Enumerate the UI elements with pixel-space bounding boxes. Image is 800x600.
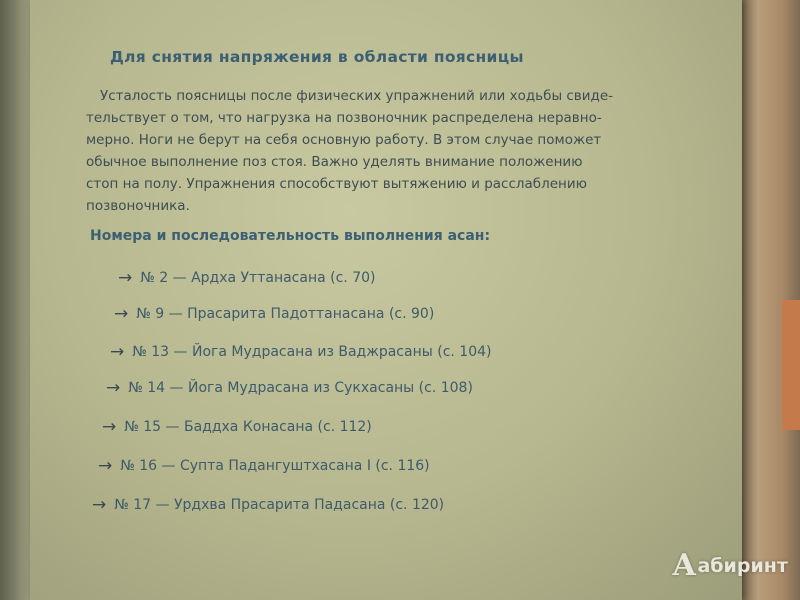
paragraph-line: позвоночника. bbox=[86, 198, 190, 214]
list-heading: Номера и последовательность выполнения асан: bbox=[90, 228, 491, 244]
paragraph-line: стоп на полу. Упражнения способствуют вытяжению и расслаблению bbox=[86, 176, 588, 192]
watermark-text: абиринт bbox=[697, 554, 788, 577]
paragraph-line: Усталость поясницы после физических упражнений или ходьбы свиде- bbox=[100, 88, 614, 104]
asana-label: № 9 — Прасарита Падоттанасана (с. 90) bbox=[136, 306, 435, 322]
arrow-right-icon: → bbox=[102, 417, 117, 437]
asana-label: № 16 — Супта Падангуштхасана I (с. 116) bbox=[120, 458, 430, 474]
arrow-right-icon: → bbox=[98, 456, 113, 476]
asana-label: № 13 — Йога Мудрасана из Ваджрасаны (с. 104) bbox=[132, 344, 492, 360]
arrow-right-icon: → bbox=[106, 378, 121, 398]
labirint-watermark bbox=[672, 548, 788, 583]
book-spine-edge bbox=[0, 0, 34, 600]
paragraph-line: обычное выполнение поз стоя. Важно уделять внимание положению bbox=[86, 154, 583, 170]
arrow-right-icon: → bbox=[110, 342, 125, 362]
asana-label: № 17 — Урдхва Прасарита Падасана (с. 120) bbox=[114, 497, 445, 513]
list-item bbox=[102, 417, 372, 437]
asana-label: № 15 — Баддха Конасана (с. 112) bbox=[124, 419, 372, 435]
arrow-right-icon: → bbox=[118, 268, 133, 288]
asana-label: № 14 — Йога Мудрасана из Сукхасаны (с. 108) bbox=[128, 380, 473, 396]
list-item bbox=[106, 378, 473, 398]
asana-label: № 2 — Ардха Уттанасана (с. 70) bbox=[140, 270, 376, 286]
arrow-right-icon: → bbox=[92, 495, 107, 515]
list-item bbox=[114, 304, 434, 324]
arrow-right-icon: → bbox=[114, 304, 129, 324]
background-object bbox=[782, 300, 800, 430]
section-title: Для снятия напряжения в области поясницы bbox=[110, 48, 524, 66]
list-item bbox=[98, 456, 430, 476]
list-item bbox=[92, 495, 444, 515]
list-item bbox=[110, 342, 491, 362]
intro-paragraph bbox=[86, 85, 658, 217]
list-item bbox=[118, 268, 375, 288]
paragraph-line: тельствует о том, что нагрузка на позвоночник распределена неравно- bbox=[86, 110, 602, 126]
paragraph-line: мерно. Ноги не берут на себя основную работу. В этом случае поможет bbox=[86, 132, 602, 148]
watermark-logo-letter: А bbox=[672, 548, 697, 583]
